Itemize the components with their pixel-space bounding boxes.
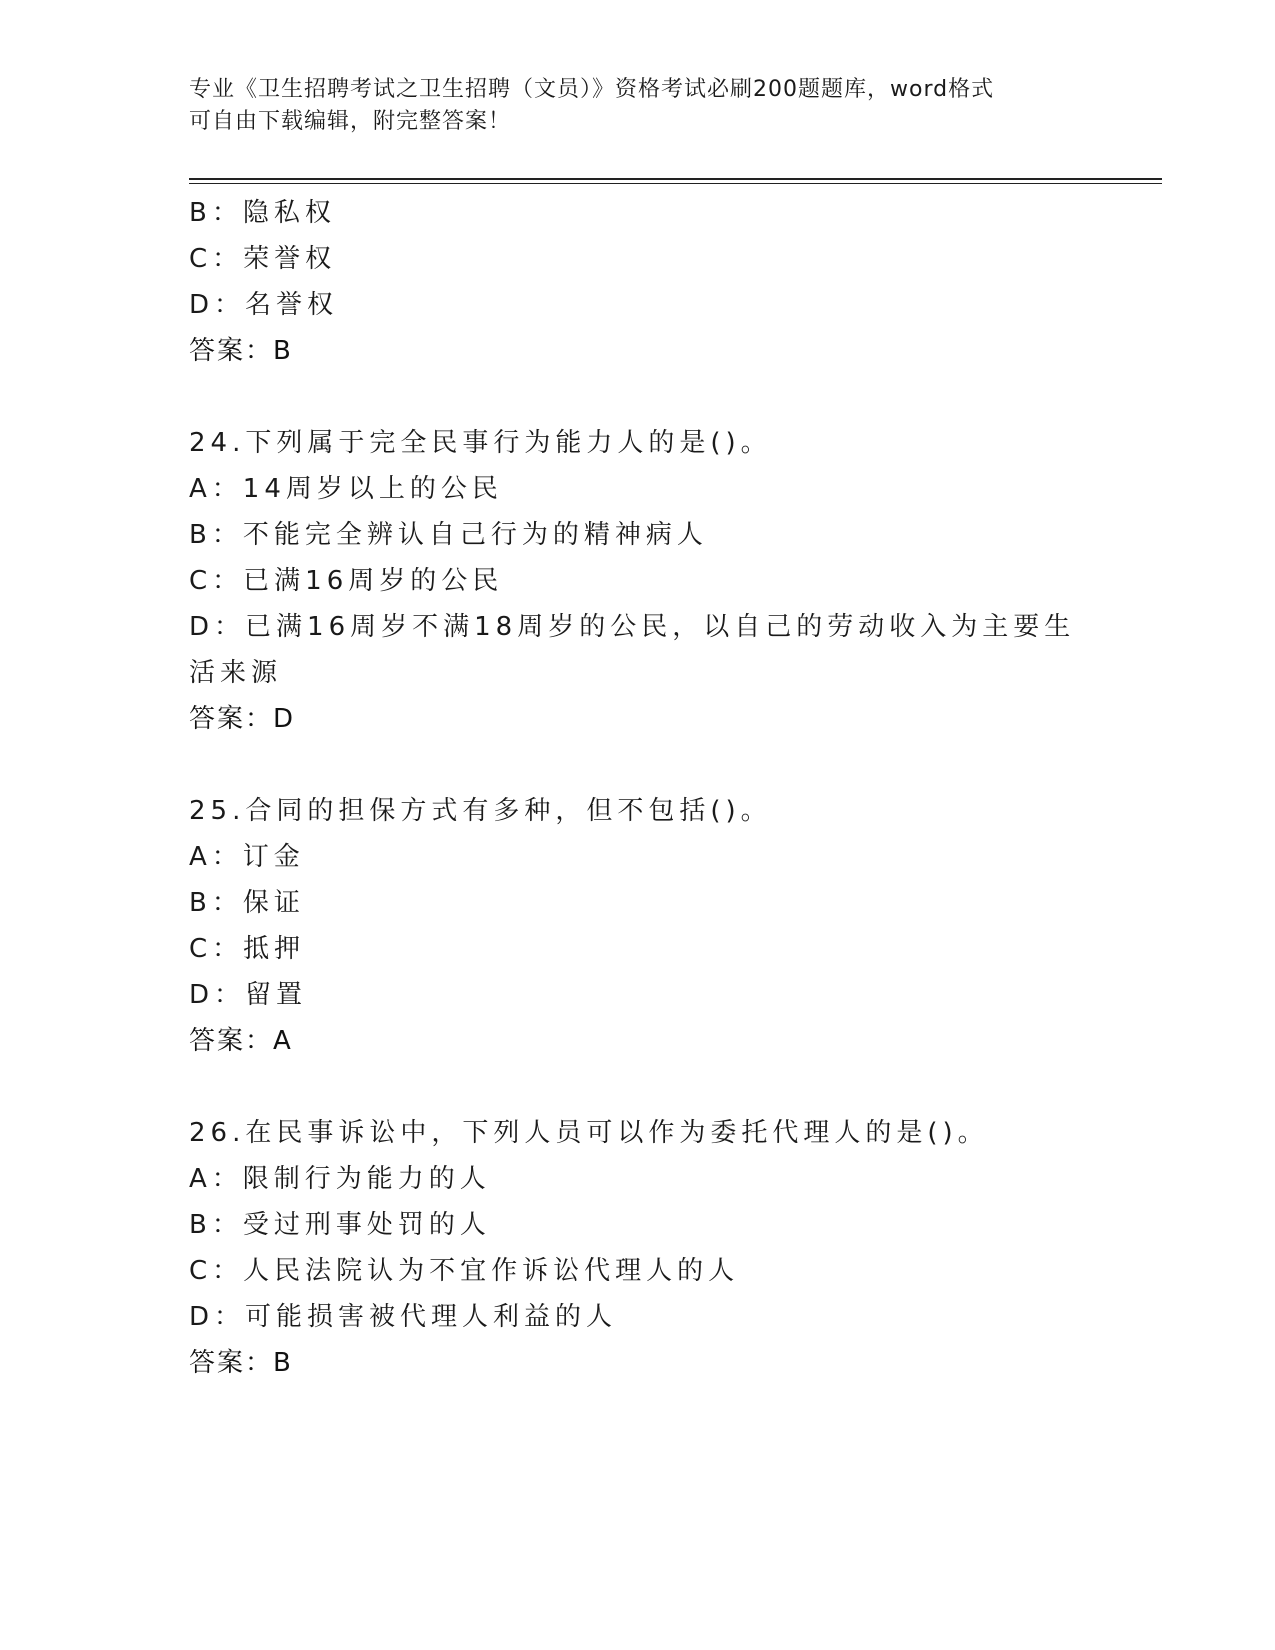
answer-line: 答案：B [189,336,293,366]
answer-line: 答案：A [189,1026,293,1056]
header-title-line-1: 专业《卫生招聘考试之卫生招聘（文员）》资格考试必刷200题题库，word格式 [189,77,995,102]
header-title-line-2: 可自由下载编辑，附完整答案！ [189,109,512,134]
document-body [189,190,1089,1386]
question-stem: 26.在民事诉讼中，下列人员可以作为委托代理人的是()。 [189,1118,989,1148]
question-stem: 24.下列属于完全民事行为能力人的是()。 [189,428,772,458]
option-c: C：已满16周岁的公民 [189,566,504,596]
option-d: D：已满16周岁不满18周岁的公民，以自己的劳动收入为主要生活来源 [189,612,1076,688]
option-c: C：抵押 [189,934,306,964]
question-26 [189,1110,1089,1386]
answer-line: 答案：D [189,704,296,734]
option-b: B：隐私权 [189,198,336,228]
option-d: D：可能损害被代理人利益的人 [189,1302,618,1332]
answer-line: 答案：B [189,1348,293,1378]
spacer [189,374,1089,420]
option-a: A：限制行为能力的人 [189,1164,491,1194]
option-c: C：人民法院认为不宜作诉讼代理人的人 [189,1256,740,1286]
option-a: A：订金 [189,842,305,872]
option-d: D：名誉权 [189,290,339,320]
header-divider [189,178,1162,184]
question-23-continued [189,190,1089,374]
question-24 [189,420,1089,742]
question-25 [189,788,1089,1064]
spacer [189,1064,1089,1110]
option-b: B：不能完全辨认自己行为的精神病人 [189,520,708,550]
page-header [189,74,1069,138]
option-b: B：受过刑事处罚的人 [189,1210,491,1240]
option-c: C：荣誉权 [189,244,337,274]
option-d: D：留置 [189,980,308,1010]
question-stem: 25.合同的担保方式有多种，但不包括()。 [189,796,772,826]
option-b: B：保证 [189,888,305,918]
spacer [189,742,1089,788]
option-a: A：14周岁以上的公民 [189,474,503,504]
